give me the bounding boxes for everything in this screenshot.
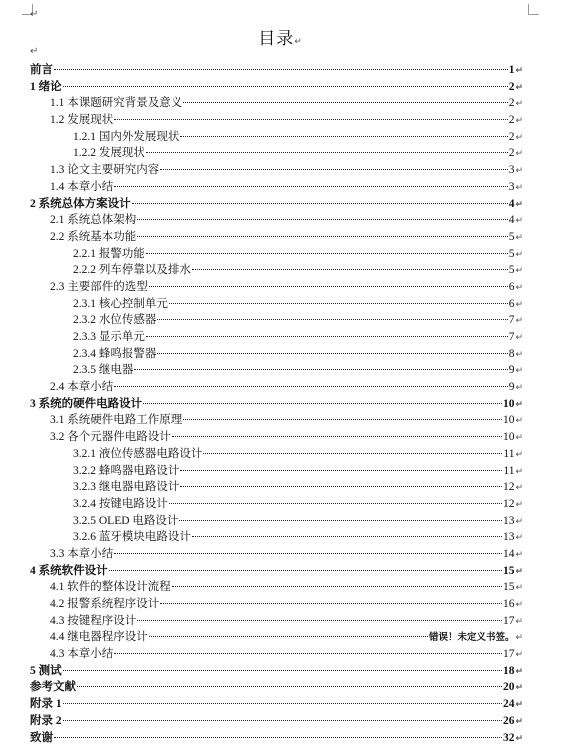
- toc-entry[interactable]: [30, 362, 523, 379]
- toc-entry[interactable]: [30, 179, 523, 196]
- toc-entry[interactable]: [30, 463, 523, 480]
- toc-entry-page-number: 24: [502, 698, 515, 711]
- paragraph-mark: ↵: [515, 383, 523, 394]
- paragraph-mark: ↵: [515, 499, 523, 510]
- toc-entry-label: 3.2.5 OLED 电路设计: [73, 514, 179, 527]
- toc-entry-page-number: 11: [503, 464, 515, 477]
- toc-entry-page-number: 10: [502, 397, 515, 410]
- paragraph-mark: ↵: [515, 99, 523, 110]
- toc-entry-page-number: 18: [502, 664, 515, 677]
- toc-entry[interactable]: [30, 95, 523, 112]
- toc-entry[interactable]: [30, 646, 523, 663]
- paragraph-mark: ↵: [515, 132, 523, 143]
- toc-entry-page-number: 5: [508, 230, 515, 243]
- toc-entry-label: 1 绪论: [30, 80, 62, 93]
- dot-leader: [143, 403, 502, 404]
- toc-entry[interactable]: [30, 496, 523, 513]
- paragraph-mark: ↵: [515, 733, 523, 744]
- toc-entry-label: 2.3 主要部件的选型: [50, 280, 148, 293]
- toc-entry-page-number: 5: [508, 264, 515, 277]
- toc-entry-label: 4.3 按键程序设计: [50, 614, 137, 627]
- dot-leader: [109, 570, 502, 571]
- paragraph-mark: ↵: [515, 166, 523, 177]
- dot-leader: [192, 269, 508, 270]
- paragraph-mark: ↵: [515, 82, 523, 93]
- toc-entry[interactable]: [30, 212, 523, 229]
- dot-leader: [114, 653, 502, 654]
- paragraph-mark: ↵: [515, 566, 523, 577]
- dot-leader: [54, 69, 508, 70]
- toc-entry-page-number: 1: [508, 64, 515, 76]
- toc-entry-label: 1.2.1 国内外发展现状: [73, 130, 180, 143]
- dot-leader: [137, 236, 507, 237]
- toc-entry-page-number: 17: [502, 648, 515, 661]
- toc-entry-page-number: 20: [502, 681, 515, 694]
- dot-leader: [192, 536, 502, 537]
- paragraph-mark: ↵: [515, 366, 523, 377]
- dot-leader: [160, 603, 502, 604]
- toc-entry[interactable]: [30, 129, 523, 146]
- dot-leader: [157, 319, 507, 320]
- toc-entry-label: 3.2.3 继电器电路设计: [73, 481, 180, 494]
- toc-entry[interactable]: [30, 162, 523, 179]
- dot-leader: [169, 303, 508, 304]
- toc-entry[interactable]: [30, 312, 523, 329]
- toc-entry-label: 2.3.3 显示单元: [73, 331, 145, 343]
- toc-entry[interactable]: [30, 346, 523, 363]
- paragraph-mark: ↵: [515, 683, 523, 694]
- toc-entry-label: 2.3.4 蜂鸣报警器: [73, 347, 157, 360]
- toc-entry-label: 4.4 继电器程序设计: [50, 631, 148, 644]
- toc-entry-label: 2.4 本章小结: [50, 381, 114, 394]
- toc-entry-page-number: 26: [502, 714, 515, 727]
- toc-entry[interactable]: [30, 446, 523, 463]
- toc-entry[interactable]: [30, 596, 523, 613]
- toc-entry-label: 2.1 系统总体架构: [50, 214, 137, 227]
- paragraph-mark: ↵: [515, 182, 523, 193]
- toc-entry-label: 3.2.6 蓝牙模块电路设计: [73, 531, 191, 544]
- dot-leader: [137, 219, 507, 220]
- toc-entry-label: 4.3 本章小结: [50, 648, 114, 661]
- dot-leader: [146, 152, 508, 153]
- toc-entry-label: 致谢: [30, 731, 53, 744]
- toc-entry-label: 3.2.2 蜂鸣器电路设计: [73, 464, 180, 477]
- dot-leader: [146, 336, 508, 337]
- toc-entry-page-number: 14: [502, 547, 515, 560]
- toc-entry-label: 4.2 报警系统程序设计: [50, 598, 160, 610]
- toc-entry-page-number: 16: [502, 598, 515, 610]
- toc-title: [0, 24, 561, 49]
- toc-entry-label: 3.3 本章小结: [50, 547, 114, 560]
- toc-entry-page-number: 15: [502, 581, 515, 594]
- toc-entry-label: 3.2.4 按键电路设计: [73, 497, 168, 510]
- paragraph-mark: ↵: [30, 9, 39, 20]
- toc-entry-label: 3.1 系统硬件电路工作原理: [50, 414, 183, 427]
- toc-entry-label: 参考文献: [30, 681, 76, 694]
- dot-leader: [183, 419, 502, 420]
- dot-leader: [63, 86, 508, 87]
- toc-entry-label: 2.2 系统基本功能: [50, 230, 137, 243]
- toc-entry-label: 4.1 软件的整体设计流程: [50, 581, 171, 594]
- toc-entry-label: 3 系统的硬件电路设计: [30, 397, 143, 410]
- paragraph-mark: ↵: [515, 650, 523, 661]
- toc-entry-label: 1.2 发展现状: [50, 114, 114, 127]
- toc-entry-page-number: 6: [508, 297, 515, 310]
- toc-entry-label: 1.3 论文主要研究内容: [50, 164, 160, 177]
- dot-leader: [172, 586, 502, 587]
- toc-entry-page-number: 13: [502, 531, 515, 544]
- toc-entry[interactable]: [30, 663, 523, 680]
- dot-leader: [134, 369, 507, 370]
- toc-entry-label: 前言: [30, 64, 53, 76]
- toc-entry-page-number: 3: [508, 180, 515, 193]
- dot-leader: [180, 486, 502, 487]
- dot-leader: [169, 503, 502, 504]
- toc-entry-page-number: 6: [508, 280, 515, 293]
- paragraph-mark: ↵: [515, 700, 523, 711]
- toc-entry-label: 3.2 各个元器件电路设计: [50, 431, 171, 444]
- toc-entry[interactable]: [30, 513, 523, 530]
- toc-entry[interactable]: [30, 262, 523, 279]
- dot-leader: [63, 703, 502, 704]
- paragraph-mark: ↵: [515, 466, 523, 477]
- toc-entry-page-number: 10: [502, 431, 515, 444]
- toc-entry-error-text: 错误！未定义书签。: [428, 632, 515, 644]
- toc-entry-page-number: 15: [502, 564, 515, 577]
- dot-leader: [157, 353, 507, 354]
- page-corner-mark-top-right: [528, 4, 539, 15]
- toc-entry[interactable]: [30, 229, 523, 246]
- toc-entry[interactable]: [30, 279, 523, 296]
- toc-entry-page-number: 11: [503, 447, 515, 460]
- toc-entry-label: 2.2.2 列车停靠以及排水: [73, 264, 191, 277]
- toc-entry[interactable]: [30, 379, 523, 396]
- dot-leader: [63, 720, 502, 721]
- toc-entry[interactable]: [30, 730, 523, 747]
- dot-leader: [149, 286, 508, 287]
- toc-entry-page-number: 10: [502, 414, 515, 427]
- toc-entry[interactable]: [30, 329, 523, 346]
- toc-entry-page-number: 9: [508, 381, 515, 394]
- paragraph-mark: ↵: [515, 516, 523, 527]
- paragraph-mark: ↵: [515, 116, 523, 127]
- toc-entry-label: 附录 1: [30, 698, 62, 711]
- dot-leader: [63, 670, 502, 671]
- paragraph-mark: ↵: [515, 333, 523, 343]
- toc-entry-label: 1.4 本章小结: [50, 180, 114, 193]
- toc-entry-page-number: 2: [508, 130, 515, 143]
- dot-leader: [114, 186, 507, 187]
- paragraph-mark: ↵: [515, 583, 523, 594]
- toc-entry-page-number: 7: [508, 314, 515, 327]
- paragraph-mark: ↵: [515, 266, 523, 277]
- toc-entry[interactable]: [30, 62, 523, 79]
- toc-entry-label: 5 测试: [30, 664, 62, 677]
- paragraph-mark: ↵: [515, 600, 523, 610]
- paragraph-mark: ↵: [515, 716, 523, 727]
- toc-entry[interactable]: [30, 112, 523, 129]
- toc-entry[interactable]: [30, 696, 523, 713]
- paragraph-mark: ↵: [515, 666, 523, 677]
- toc-entry-page-number: 7: [508, 331, 515, 343]
- toc-entry[interactable]: [30, 629, 523, 646]
- dot-leader: [172, 436, 502, 437]
- toc-entry-page-number: 2: [508, 147, 515, 160]
- toc-entry[interactable]: [30, 79, 523, 96]
- toc-entry[interactable]: [30, 396, 523, 413]
- toc-entry[interactable]: [30, 713, 523, 730]
- toc-title-text: 目录: [258, 29, 295, 49]
- toc-entry-label: 3.2.1 液位传感器电路设计: [73, 447, 203, 460]
- toc-entry[interactable]: [30, 296, 523, 313]
- toc-entry-label: 2 系统总体方案设计: [30, 197, 131, 210]
- dot-leader: [160, 169, 507, 170]
- paragraph-mark: ↵: [515, 416, 523, 427]
- dot-leader: [149, 636, 428, 637]
- dot-leader: [54, 737, 502, 738]
- toc-entry[interactable]: [30, 579, 523, 596]
- dot-leader: [114, 119, 507, 120]
- toc-entry-page-number: 13: [502, 514, 515, 527]
- toc-entry-page-number: 2: [508, 80, 515, 93]
- paragraph-mark: ↵: [515, 449, 523, 460]
- paragraph-mark: ↵: [515, 232, 523, 243]
- dot-leader: [114, 553, 502, 554]
- toc-entry-label: 2.2.1 报警功能: [73, 247, 145, 260]
- dot-leader: [132, 203, 508, 204]
- toc-entry[interactable]: [30, 429, 523, 446]
- toc-entry[interactable]: [30, 145, 523, 162]
- paragraph-mark: ↵: [294, 37, 303, 47]
- paragraph-mark: ↵: [515, 299, 523, 310]
- toc-entry-page-number: 4: [508, 197, 515, 210]
- toc-entry-label: 2.3.1 核心控制单元: [73, 297, 168, 310]
- toc-entry[interactable]: [30, 546, 523, 563]
- paragraph-mark: ↵: [515, 249, 523, 260]
- paragraph-mark: ↵: [515, 199, 523, 210]
- paragraph-mark: ↵: [515, 149, 523, 160]
- toc-entry[interactable]: [30, 412, 523, 429]
- dot-leader: [179, 520, 502, 521]
- toc-entry[interactable]: [30, 529, 523, 546]
- paragraph-mark: ↵: [515, 349, 523, 360]
- toc-entry-label: 4 系统软件设计: [30, 564, 108, 577]
- paragraph-mark: ↵: [515, 399, 523, 410]
- dot-leader: [180, 136, 507, 137]
- paragraph-mark: ↵: [515, 549, 523, 560]
- paragraph-mark: ↵: [515, 66, 523, 76]
- toc-entry-page-number: 5: [508, 247, 515, 260]
- paragraph-mark: ↵: [515, 433, 523, 444]
- toc-entry-page-number: 12: [502, 497, 515, 510]
- toc-entry-page-number: 2: [508, 114, 515, 127]
- toc-entry[interactable]: [30, 563, 523, 580]
- dot-leader: [114, 386, 507, 387]
- toc-entry-page-number: 4: [508, 214, 515, 227]
- paragraph-mark: ↵: [515, 316, 523, 327]
- toc-entry-page-number: 9: [508, 364, 515, 377]
- toc-entry-label: 2.3.2 水位传感器: [73, 314, 157, 327]
- toc-entry-page-number: 8: [508, 347, 515, 360]
- dot-leader: [180, 470, 502, 471]
- toc-entry-page-number: 2: [508, 97, 515, 110]
- dot-leader: [146, 253, 508, 254]
- toc-entry-page-number: 3: [508, 164, 515, 177]
- toc-entry-page-number: 17: [502, 614, 515, 627]
- toc-entry-label: 1.2.2 发展现状: [73, 147, 145, 160]
- table-of-contents: [30, 62, 523, 746]
- paragraph-mark: ↵: [30, 46, 39, 57]
- dot-leader: [137, 620, 502, 621]
- dot-leader: [203, 453, 502, 454]
- paragraph-mark: ↵: [515, 533, 523, 544]
- toc-entry-label: 2.3.5 继电器: [73, 364, 134, 377]
- paragraph-mark: ↵: [515, 616, 523, 627]
- paragraph-mark: ↵: [515, 282, 523, 293]
- toc-entry[interactable]: [30, 679, 523, 696]
- toc-entry[interactable]: [30, 613, 523, 630]
- toc-entry[interactable]: [30, 246, 523, 263]
- toc-entry-page-number: 32: [502, 731, 515, 744]
- paragraph-mark: ↵: [515, 216, 523, 227]
- toc-entry-label: 附录 2: [30, 714, 62, 727]
- dot-leader: [183, 102, 507, 103]
- paragraph-mark: ↵: [515, 633, 523, 644]
- paragraph-mark: ↵: [515, 483, 523, 494]
- toc-entry[interactable]: [30, 479, 523, 496]
- toc-entry-label: 1.1 本课题研究背景及意义: [50, 97, 183, 110]
- toc-entry[interactable]: [30, 196, 523, 213]
- toc-entry-page-number: 12: [502, 481, 515, 494]
- dot-leader: [77, 686, 502, 687]
